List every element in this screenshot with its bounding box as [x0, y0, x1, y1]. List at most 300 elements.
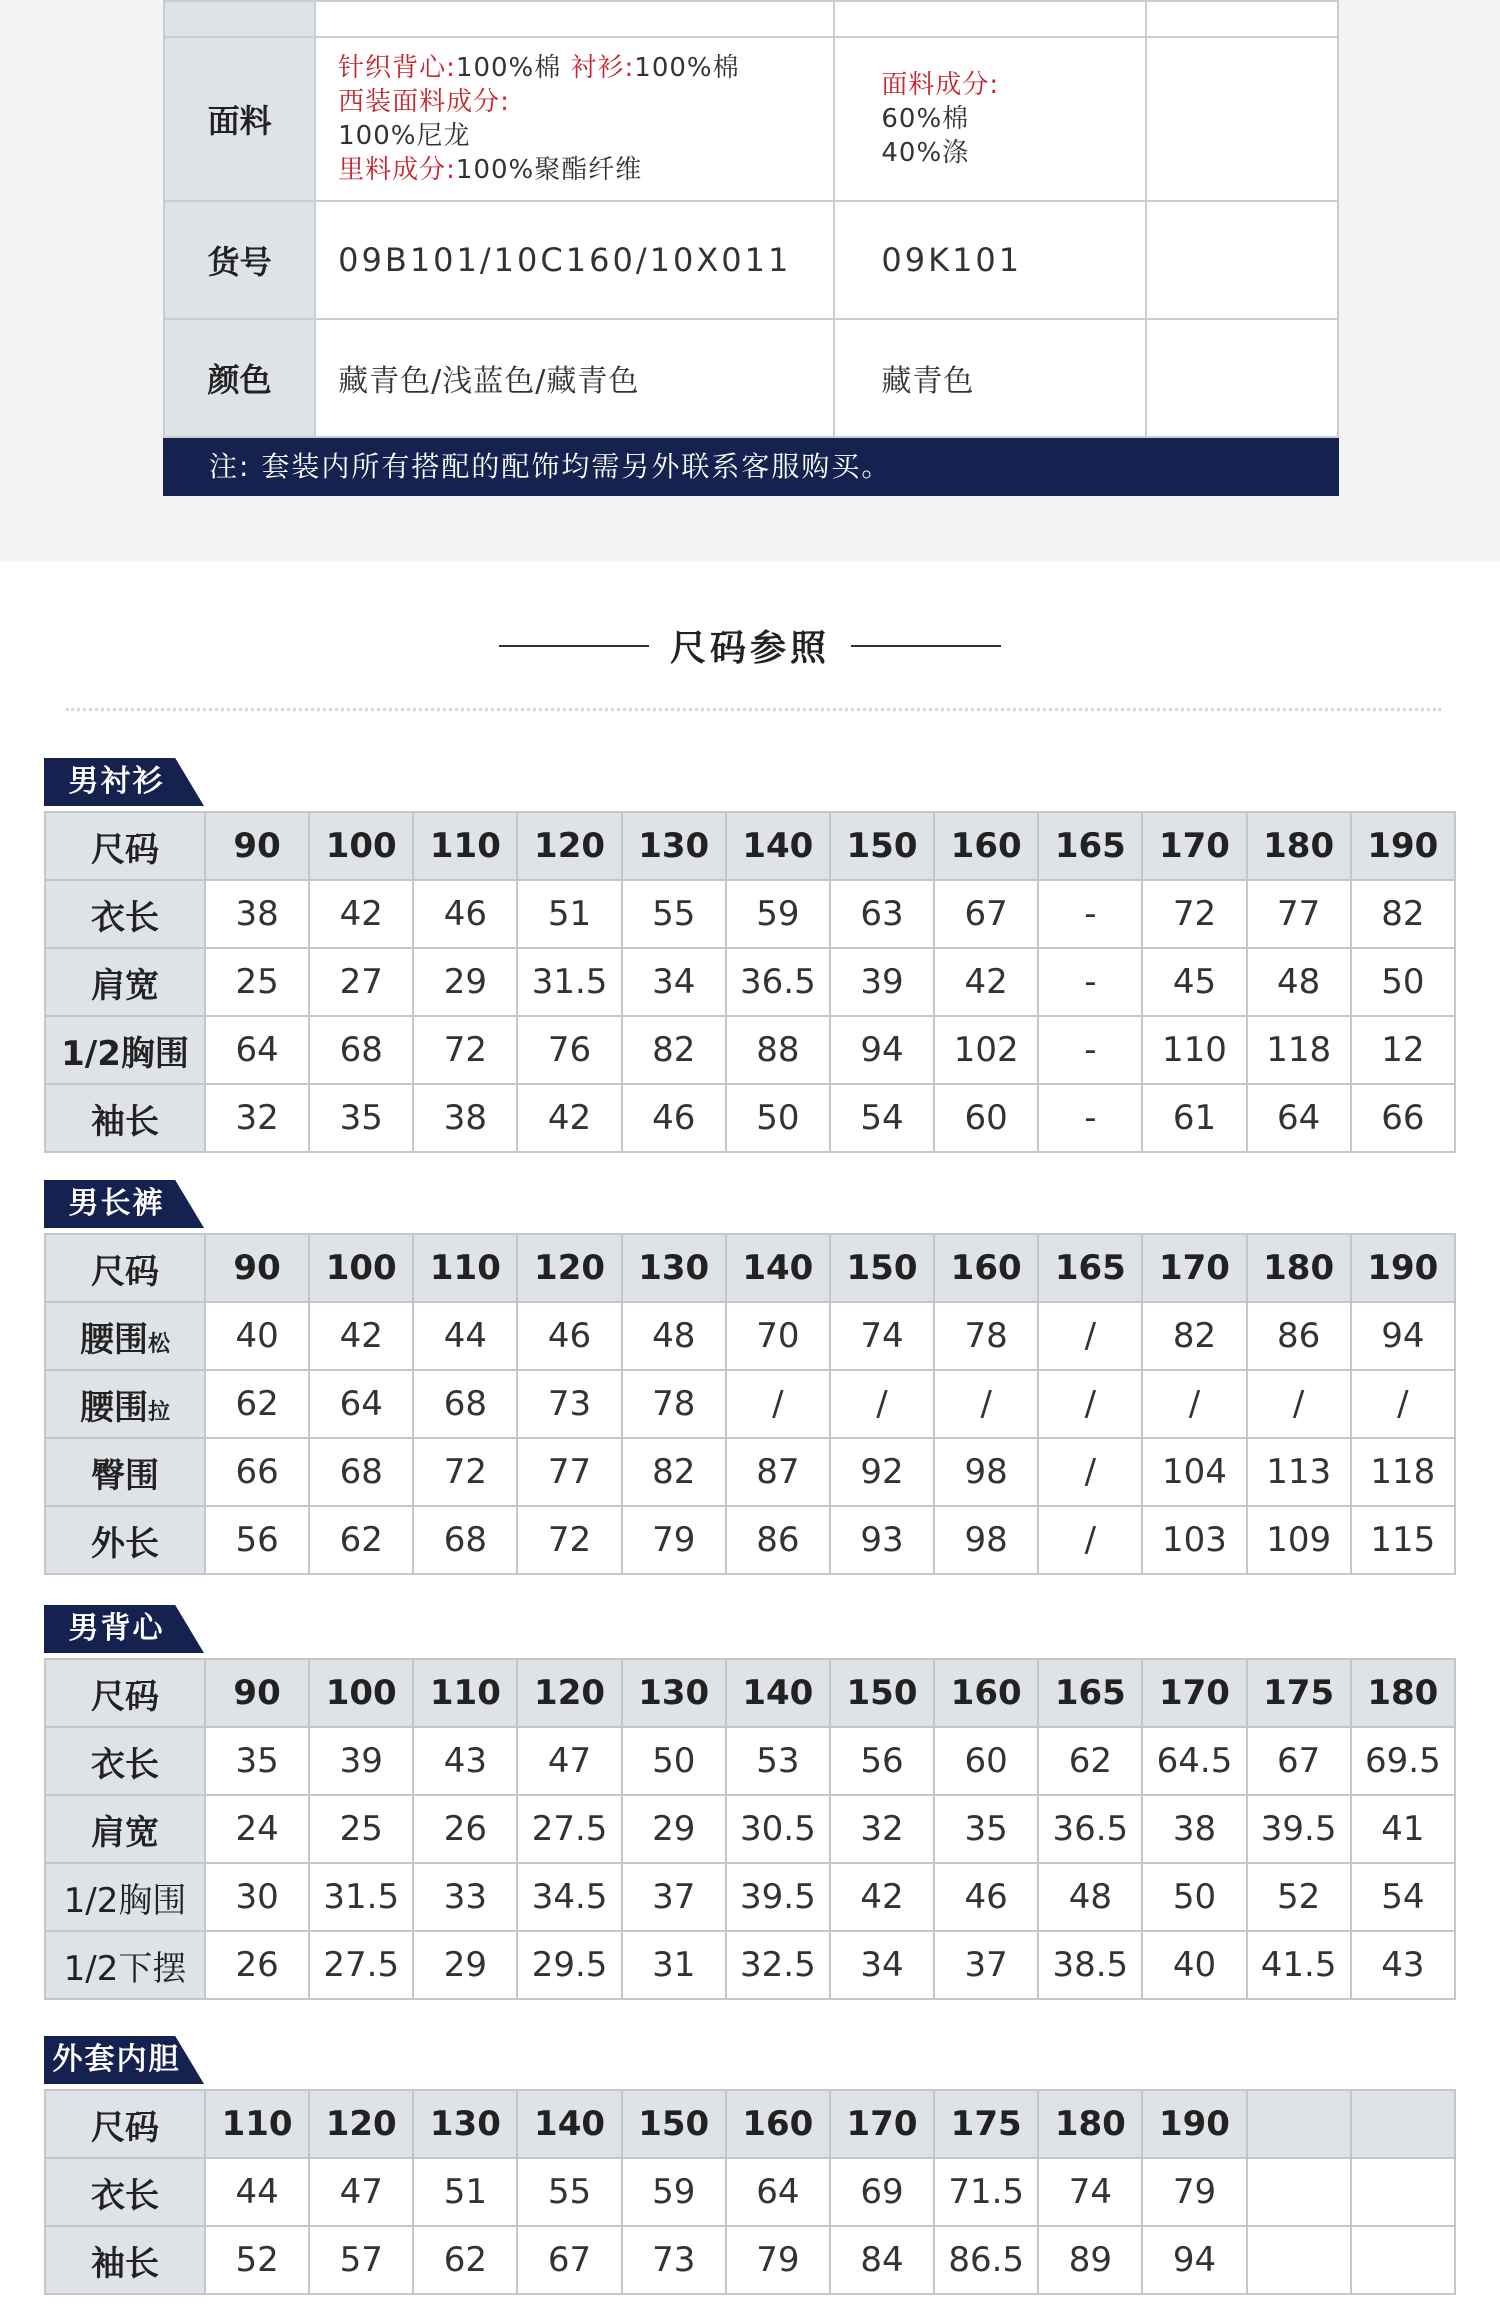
size-header-cell: 165 [1038, 1659, 1142, 1727]
measurement-value: 31.5 [309, 1863, 413, 1931]
measurement-value: 52 [1247, 1863, 1351, 1931]
measurement-value: 66 [205, 1438, 309, 1506]
measurement-value: 42 [309, 880, 413, 948]
measurement-label-text: 臀围 [91, 1455, 159, 1496]
measurement-label-text: 外长 [91, 1523, 159, 1564]
measurement-value: 38 [205, 880, 309, 948]
measurement-value: 60 [934, 1084, 1038, 1152]
size-header-cell: 170 [1142, 1659, 1246, 1727]
measurement-value: 54 [830, 1084, 934, 1152]
measurement-value: 92 [830, 1438, 934, 1506]
table-row [45, 948, 1455, 1016]
garment-tag [44, 1605, 204, 1653]
measurement-value [1247, 2226, 1351, 2294]
measurement-value: 73 [622, 2226, 726, 2294]
measurement-value: 110 [1142, 1016, 1246, 1084]
garment-tag-label: 男衬衫 [68, 764, 165, 799]
measurement-value: 30.5 [726, 1795, 830, 1863]
fabric-row-color [164, 319, 1338, 437]
fabric-row-item-number [164, 201, 1338, 319]
size-header-cell: 150 [622, 2090, 726, 2158]
measurement-value: 48 [1247, 948, 1351, 1016]
measurement-value: 27 [309, 948, 413, 1016]
measurement-value: 94 [1142, 2226, 1246, 2294]
measurement-value: 57 [309, 2226, 413, 2294]
measurement-value: 93 [830, 1506, 934, 1574]
measurement-value: 35 [309, 1084, 413, 1152]
measurement-value: 48 [622, 1302, 726, 1370]
measurement-value: 86 [726, 1506, 830, 1574]
heading-rule-left [499, 645, 649, 647]
measurement-value: 82 [622, 1016, 726, 1084]
size-header-cell: 180 [1351, 1659, 1455, 1727]
measurement-value: 26 [205, 1931, 309, 1999]
measurement-value: 56 [830, 1727, 934, 1795]
measurement-value: 104 [1142, 1438, 1246, 1506]
size-header-cell: 180 [1247, 1234, 1351, 1302]
measurement-value: 50 [1142, 1863, 1246, 1931]
measurement-value: 78 [622, 1370, 726, 1438]
measurement-value: 35 [205, 1727, 309, 1795]
measurement-value: 74 [830, 1302, 934, 1370]
measurement-value: 74 [1038, 2158, 1142, 2226]
measurement-label-text: 1/2胸围 [61, 1033, 189, 1074]
measurement-value: 59 [622, 2158, 726, 2226]
size-header-row [45, 1659, 1455, 1727]
measurement-value: 98 [934, 1506, 1038, 1574]
empty-cell [1146, 201, 1338, 319]
measurement-sub-label: 拉 [147, 1399, 170, 1425]
measurement-value: 72 [1142, 880, 1246, 948]
composition-line [881, 102, 1145, 136]
measurement-value: 42 [517, 1084, 621, 1152]
measurement-value: 44 [413, 1302, 517, 1370]
measurement-value: 50 [622, 1727, 726, 1795]
measurement-value: 42 [830, 1863, 934, 1931]
measurement-value: 82 [1351, 880, 1455, 948]
measurement-value: / [726, 1370, 830, 1438]
size-header-cell: 110 [413, 812, 517, 880]
size-header-cell: 160 [726, 2090, 830, 2158]
size-table-block [44, 2036, 1456, 2295]
measurement-value: 33 [413, 1863, 517, 1931]
measurement-value: 25 [205, 948, 309, 1016]
size-header-cell: 140 [726, 1234, 830, 1302]
measurement-value: 48 [1038, 1863, 1142, 1931]
composition-text: 100%棉 [455, 53, 571, 83]
measurement-value: 54 [1351, 1863, 1455, 1931]
measurement-label [45, 1931, 205, 1999]
measurement-value: 32 [830, 1795, 934, 1863]
measurement-value: 67 [1247, 1727, 1351, 1795]
measurement-label-text: 袖长 [91, 1101, 159, 1142]
size-table-block [44, 1605, 1456, 2000]
measurement-label-text: 肩宽 [91, 965, 159, 1006]
size-header-cell: 165 [1038, 812, 1142, 880]
size-header-cell: 170 [1142, 812, 1246, 880]
measurement-value: 69 [830, 2158, 934, 2226]
garment-tag-label: 外套内胆 [52, 2042, 181, 2077]
size-header-cell: 175 [1247, 1659, 1351, 1727]
size-header-cell: 170 [830, 2090, 934, 2158]
measurement-value: 94 [830, 1016, 934, 1084]
size-header-cell: 130 [413, 2090, 517, 2158]
measurement-label [45, 1506, 205, 1574]
measurement-value: 62 [1038, 1727, 1142, 1795]
measurement-label [45, 1302, 205, 1370]
table-row [45, 1727, 1455, 1795]
fabric-header-stub-row [164, 1, 1338, 37]
measurement-value: 12 [1351, 1016, 1455, 1084]
size-table [44, 1658, 1456, 2000]
size-header-cell: 90 [205, 812, 309, 880]
measurement-value: 82 [1142, 1302, 1246, 1370]
size-header-cell: 120 [517, 1234, 621, 1302]
measurement-value: 39.5 [1247, 1795, 1351, 1863]
measurement-value: 64.5 [1142, 1727, 1246, 1795]
measurement-value: / [830, 1370, 934, 1438]
composition-text: 100%聚酯纤维 [455, 155, 643, 185]
measurement-value: 115 [1351, 1506, 1455, 1574]
measurement-value: 66 [1351, 1084, 1455, 1152]
measurement-value: 34 [830, 1931, 934, 1999]
color-cell-2 [834, 319, 1146, 437]
table-row [45, 1016, 1455, 1084]
measurement-value [1247, 2158, 1351, 2226]
measurement-value: 71.5 [934, 2158, 1038, 2226]
measurement-value: 34 [622, 948, 726, 1016]
color-cell [315, 319, 834, 437]
measurement-value: 59 [726, 880, 830, 948]
measurement-value: 38 [413, 1084, 517, 1152]
measurement-value [1351, 2226, 1455, 2294]
fabric-row-label: 面料 [164, 37, 315, 201]
measurement-label-text: 衣长 [91, 1744, 159, 1785]
table-row [45, 1863, 1455, 1931]
measurement-value: 51 [517, 880, 621, 948]
measurement-value: / [934, 1370, 1038, 1438]
item-number-cell-2 [834, 201, 1146, 319]
measurement-value: 46 [622, 1084, 726, 1152]
measurement-value: 26 [413, 1795, 517, 1863]
fabric-header-stub-cell [315, 1, 834, 37]
measurement-value: 50 [1351, 948, 1455, 1016]
size-header-label: 尺码 [45, 812, 205, 880]
measurement-label-text: 衣长 [91, 2175, 159, 2216]
measurement-label [45, 2158, 205, 2226]
measurement-label-text: 腰围 [79, 1319, 148, 1360]
measurement-value: 77 [1247, 880, 1351, 948]
measurement-label-text: 1/2胸围 [63, 1880, 187, 1921]
measurement-value: 72 [413, 1016, 517, 1084]
table-row [45, 1931, 1455, 1999]
measurement-value: 86 [1247, 1302, 1351, 1370]
measurement-value: 29.5 [517, 1931, 621, 1999]
table-row [45, 2158, 1455, 2226]
measurement-value: / [1038, 1302, 1142, 1370]
measurement-value: - [1038, 1016, 1142, 1084]
measurement-value: 68 [309, 1438, 413, 1506]
measurement-value: 87 [726, 1438, 830, 1506]
size-header-label: 尺码 [45, 1659, 205, 1727]
measurement-label [45, 1084, 205, 1152]
garment-tag-label: 男背心 [68, 1611, 165, 1646]
size-header-cell: 170 [1142, 1234, 1246, 1302]
garment-tag [44, 758, 204, 806]
measurement-value: - [1038, 880, 1142, 948]
measurement-value: - [1038, 1084, 1142, 1152]
size-header-cell: 140 [726, 812, 830, 880]
measurement-label [45, 880, 205, 948]
measurement-value: 55 [517, 2158, 621, 2226]
size-header-cell: 100 [309, 812, 413, 880]
color-value: 藏青色/浅蓝色/藏青色 [338, 364, 640, 399]
size-header-row [45, 1234, 1455, 1302]
size-header-cell: 130 [622, 812, 726, 880]
measurement-value: 64 [205, 1016, 309, 1084]
measurement-value: 36.5 [726, 948, 830, 1016]
size-header-cell: 110 [413, 1234, 517, 1302]
measurement-value: 47 [309, 2158, 413, 2226]
measurement-value: 27.5 [309, 1931, 413, 1999]
size-header-cell: 140 [726, 1659, 830, 1727]
size-header-cell: 160 [934, 812, 1038, 880]
measurement-value: / [1142, 1370, 1246, 1438]
measurement-value: 53 [726, 1727, 830, 1795]
measurement-value: 43 [1351, 1931, 1455, 1999]
measurement-label [45, 1016, 205, 1084]
measurement-value: 46 [934, 1863, 1038, 1931]
measurement-value: / [1038, 1438, 1142, 1506]
measurement-value: 29 [413, 1931, 517, 1999]
measurement-value: 86.5 [934, 2226, 1038, 2294]
composition-line [338, 51, 833, 85]
measurement-value: 72 [413, 1438, 517, 1506]
empty-cell [1146, 319, 1338, 437]
composition-line [338, 85, 833, 119]
fabric-header-stub-cell [1146, 1, 1338, 37]
measurement-value: 35 [934, 1795, 1038, 1863]
measurement-value: 47 [517, 1727, 621, 1795]
measurement-value: 50 [726, 1084, 830, 1152]
measurement-value: 76 [517, 1016, 621, 1084]
item-number-value-2: 09K101 [881, 241, 1023, 279]
table-row [45, 880, 1455, 948]
fabric-header-stub-cell [834, 1, 1146, 37]
composition-line [881, 68, 1145, 102]
garment-tag [44, 1180, 204, 1228]
fabric-info-section [0, 0, 1500, 561]
measurement-value: 36.5 [1038, 1795, 1142, 1863]
measurement-value: / [1247, 1370, 1351, 1438]
size-header-cell: 180 [1247, 812, 1351, 880]
measurement-value: / [1038, 1506, 1142, 1574]
measurement-value: 30 [205, 1863, 309, 1931]
table-row [45, 1438, 1455, 1506]
composition-text: 100%棉 [634, 53, 740, 83]
size-table-block [44, 758, 1456, 1153]
measurement-value: 103 [1142, 1506, 1246, 1574]
accessory-note-bar: 注: 套装内所有搭配的配饰均需另外联系客服购买。 [163, 438, 1339, 496]
fabric-row-label: 颜色 [164, 319, 315, 437]
measurement-value: 62 [413, 2226, 517, 2294]
size-reference-title: 尺码参照 [669, 628, 830, 669]
measurement-value: 68 [309, 1016, 413, 1084]
composition-text: 60%棉 [881, 104, 970, 134]
measurement-value: 73 [517, 1370, 621, 1438]
measurement-value: 42 [309, 1302, 413, 1370]
measurement-value: 82 [622, 1438, 726, 1506]
item-number-cell [315, 201, 834, 319]
measurement-value: 29 [622, 1795, 726, 1863]
size-reference-heading [0, 620, 1500, 680]
size-table [44, 2089, 1456, 2295]
measurement-value: 118 [1247, 1016, 1351, 1084]
measurement-value: 43 [413, 1727, 517, 1795]
measurement-value: 41 [1351, 1795, 1455, 1863]
measurement-value: 84 [830, 2226, 934, 2294]
measurement-value: 64 [726, 2158, 830, 2226]
fabric-header-stub-cell [164, 1, 315, 37]
heading-rule-right [851, 645, 1001, 647]
size-header-cell: 130 [622, 1659, 726, 1727]
measurement-value: 89 [1038, 2226, 1142, 2294]
material-composition-cell-2 [834, 37, 1146, 201]
measurement-value: 64 [1247, 1084, 1351, 1152]
measurement-label-text: 肩宽 [91, 1812, 159, 1853]
table-row [45, 2226, 1455, 2294]
size-header-cell [1351, 2090, 1455, 2158]
size-table [44, 811, 1456, 1153]
measurement-label-text: 腰围 [79, 1387, 148, 1428]
measurement-label [45, 1863, 205, 1931]
measurement-value: 44 [205, 2158, 309, 2226]
measurement-value: 32 [205, 1084, 309, 1152]
color-value-2: 藏青色 [881, 364, 975, 399]
measurement-label-text: 衣长 [91, 897, 159, 938]
composition-text: 里料成分: [338, 155, 456, 185]
size-header-row [45, 2090, 1455, 2158]
table-row [45, 1506, 1455, 1574]
garment-tag-label: 男长裤 [68, 1186, 165, 1221]
measurement-value: 69.5 [1351, 1727, 1455, 1795]
composition-text: 西装面料成分: [338, 87, 510, 117]
size-table [44, 1233, 1456, 1575]
size-header-cell: 110 [205, 2090, 309, 2158]
measurement-label [45, 1370, 205, 1438]
size-header-cell: 110 [413, 1659, 517, 1727]
measurement-value: 25 [309, 1795, 413, 1863]
measurement-value: 52 [205, 2226, 309, 2294]
measurement-value: 64 [309, 1370, 413, 1438]
measurement-label [45, 1727, 205, 1795]
measurement-value: 63 [830, 880, 934, 948]
size-header-cell: 100 [309, 1659, 413, 1727]
composition-line [881, 136, 1145, 170]
composition-text: 40%涤 [881, 138, 970, 168]
size-table-block [44, 1180, 1456, 1575]
measurement-value [1351, 2158, 1455, 2226]
measurement-label [45, 2226, 205, 2294]
measurement-value: 31.5 [517, 948, 621, 1016]
measurement-value: 46 [517, 1302, 621, 1370]
measurement-value: 70 [726, 1302, 830, 1370]
measurement-value: 79 [1142, 2158, 1246, 2226]
measurement-value: / [1351, 1370, 1455, 1438]
measurement-value: 40 [205, 1302, 309, 1370]
measurement-value: 88 [726, 1016, 830, 1084]
measurement-value: 67 [517, 2226, 621, 2294]
size-header-cell: 150 [830, 812, 934, 880]
material-composition-cell [315, 37, 834, 201]
size-header-cell: 165 [1038, 1234, 1142, 1302]
size-header-cell: 150 [830, 1234, 934, 1302]
composition-text: 100%尼龙 [338, 121, 471, 151]
measurement-value: 77 [517, 1438, 621, 1506]
measurement-value: 34.5 [517, 1863, 621, 1931]
measurement-value: 29 [413, 948, 517, 1016]
measurement-label [45, 948, 205, 1016]
size-header-cell: 175 [934, 2090, 1038, 2158]
measurement-sub-label: 松 [147, 1331, 170, 1357]
measurement-value: 37 [622, 1863, 726, 1931]
size-header-row [45, 812, 1455, 880]
size-header-cell: 120 [517, 1659, 621, 1727]
measurement-value: 55 [622, 880, 726, 948]
measurement-value: 68 [413, 1370, 517, 1438]
measurement-value: 38 [1142, 1795, 1246, 1863]
measurement-value: 61 [1142, 1084, 1246, 1152]
measurement-value: 41.5 [1247, 1931, 1351, 1999]
table-row [45, 1084, 1455, 1152]
size-header-cell [1247, 2090, 1351, 2158]
measurement-value: 39 [830, 948, 934, 1016]
measurement-label [45, 1795, 205, 1863]
size-header-cell: 120 [309, 2090, 413, 2158]
size-header-label: 尺码 [45, 1234, 205, 1302]
composition-line [338, 153, 833, 187]
measurement-value: 78 [934, 1302, 1038, 1370]
composition-line [338, 119, 833, 153]
measurement-value: 60 [934, 1727, 1038, 1795]
measurement-value: 67 [934, 880, 1038, 948]
size-header-cell: 190 [1142, 2090, 1246, 2158]
measurement-value: 46 [413, 880, 517, 948]
measurement-value: 39.5 [726, 1863, 830, 1931]
composition-text: 面料成分: [881, 70, 1000, 100]
measurement-value: 38.5 [1038, 1931, 1142, 1999]
size-header-label: 尺码 [45, 2090, 205, 2158]
fabric-row-label: 货号 [164, 201, 315, 319]
garment-tag [44, 2036, 204, 2084]
size-header-cell: 100 [309, 1234, 413, 1302]
dotted-divider [66, 708, 1441, 711]
empty-cell [1146, 37, 1338, 201]
size-header-cell: 160 [934, 1234, 1038, 1302]
measurement-value: 68 [413, 1506, 517, 1574]
measurement-value: 56 [205, 1506, 309, 1574]
table-row [45, 1302, 1455, 1370]
measurement-value: 51 [413, 2158, 517, 2226]
measurement-value: 94 [1351, 1302, 1455, 1370]
measurement-value: 32.5 [726, 1931, 830, 1999]
size-header-cell: 190 [1351, 1234, 1455, 1302]
composition-text: 衬衫: [570, 53, 635, 83]
measurement-value: 72 [517, 1506, 621, 1574]
measurement-value: 39 [309, 1727, 413, 1795]
measurement-value: 62 [205, 1370, 309, 1438]
fabric-info-table [163, 0, 1339, 438]
